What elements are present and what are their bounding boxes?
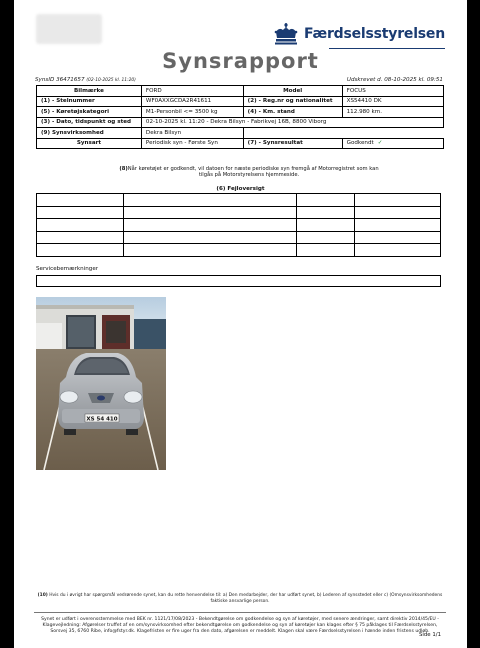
value-vin: WF0AXXGCDA2R41611 (141, 96, 243, 107)
table-row (37, 86, 444, 97)
value-result-cell (342, 138, 443, 149)
table-row (37, 219, 441, 232)
value-inspection-type: Periodisk syn - Første Syn (141, 138, 243, 149)
synsid-label: SynsID (35, 77, 55, 83)
license-plate: XS 54 410 (86, 416, 118, 423)
table-row (37, 206, 441, 219)
page-title: Synsrapport (162, 49, 319, 73)
footer-divider (34, 612, 446, 613)
empty-cell (243, 128, 443, 139)
table-row (37, 194, 441, 207)
printed-date: Udskrevet d. 08-10-2025 kl. 09:51 (346, 77, 443, 83)
label-result: (7) - Synsresultat (243, 138, 342, 149)
logo-text: Færdselsstyrelsen (303, 26, 445, 42)
table-row (37, 138, 444, 149)
vehicle-info-table (36, 85, 444, 149)
footer-questions-prefix: (10) (37, 593, 48, 598)
crown-icon (272, 22, 300, 46)
footer-questions-text: Hvis du i øvrigt har spørgsmål vedrørende synet, kan du rette henvendelse til: a) Den medarbejder, der har udført synet, b) Lederen af synsstedet eller c) (Omsynsvirksomhedens faktiske ansvarlige person. (49, 593, 443, 604)
label-company: (9) Synsvirksomhed (37, 128, 142, 139)
value-result: Godkendt (346, 140, 374, 147)
label-km: (4) - Km. stand (243, 107, 342, 118)
synsid-value: 36471657 (56, 77, 85, 83)
value-date-place: 02-10-2025 kl. 11:20 - Dekra Bilsyn - Fabrikvej 16B, 8800 Viborg (141, 117, 443, 128)
label-vin: (1) - Stelnummer (37, 96, 142, 107)
synsid (35, 77, 136, 83)
label-model: Model (243, 86, 342, 97)
table-row (37, 128, 444, 139)
table-row (37, 231, 441, 244)
label-regnr: (2) - Reg.nr og nationalitet (243, 96, 342, 107)
value-category: M1-Personbil <= 3500 kg (141, 107, 243, 118)
table-row (37, 96, 444, 107)
label-inspection-type: Synsart (37, 138, 142, 149)
page-number: Side 1/1 (418, 632, 441, 638)
fault-overview-table (36, 193, 441, 257)
check-icon: ✓ (377, 140, 383, 147)
table-row (37, 244, 441, 257)
table-row (37, 117, 444, 128)
label-category: (5) - Køretøjskategori (37, 107, 142, 118)
vehicle-photo (36, 297, 166, 470)
footer-questions (34, 593, 446, 604)
value-company: Dekra Bilsyn (141, 128, 243, 139)
service-remarks-box (36, 275, 441, 287)
faerdselsstyrelsen-logo (272, 22, 445, 46)
footer-legal-text: Synet er udført i overensstemmelse med BEK nr. 1121/17/08/2023 - Bekendtgørelse om godkendelse og syn af køretøjer, med senere ændringer, samt direktiv 2014/45/EU - Klagevejledning: Afgørelser truffet af en om/synsvirksomhed efter bekendtgørelse om godkendelse og syn af køretøjer kan klages efter § 75 påklages til Færdselsstyrelsen, Sorsvej 35, 6760 Ribe, info@fstyr.dk. Klagefristen er fire uger fra den dato, afgørelsen er meddelt. Klagen skal være Færdselsstyrelsen i hænde inden fristens udløb. (41, 617, 439, 635)
value-brand: FORD (141, 86, 243, 97)
label-date-place: (3) - Dato, tidspunkt og sted (37, 117, 142, 128)
label-brand: Bilmærke (37, 86, 142, 97)
value-km: 112.980 km. (342, 107, 443, 118)
note-prefix: (8) (119, 166, 128, 172)
report-page (14, 0, 467, 648)
value-model: FOCUS (342, 86, 443, 97)
synsid-time: (02-10-2025 kl. 11:20) (86, 78, 136, 83)
redacted-header-tag (36, 14, 102, 44)
service-remarks-label: Servicebemærkninger (36, 266, 99, 272)
note-text: Når køretøjet er godkendt, vil datoen for næste periodiske syn fremgå af Motorregistret som kan tilgås på Motorstyrelsens hjemmeside. (127, 166, 379, 179)
table-row (37, 107, 444, 118)
approval-note (114, 166, 384, 179)
fault-overview-title: (6) Fejloversigt (216, 186, 265, 192)
value-regnr: XS54410 DK (342, 96, 443, 107)
footer (34, 593, 446, 635)
